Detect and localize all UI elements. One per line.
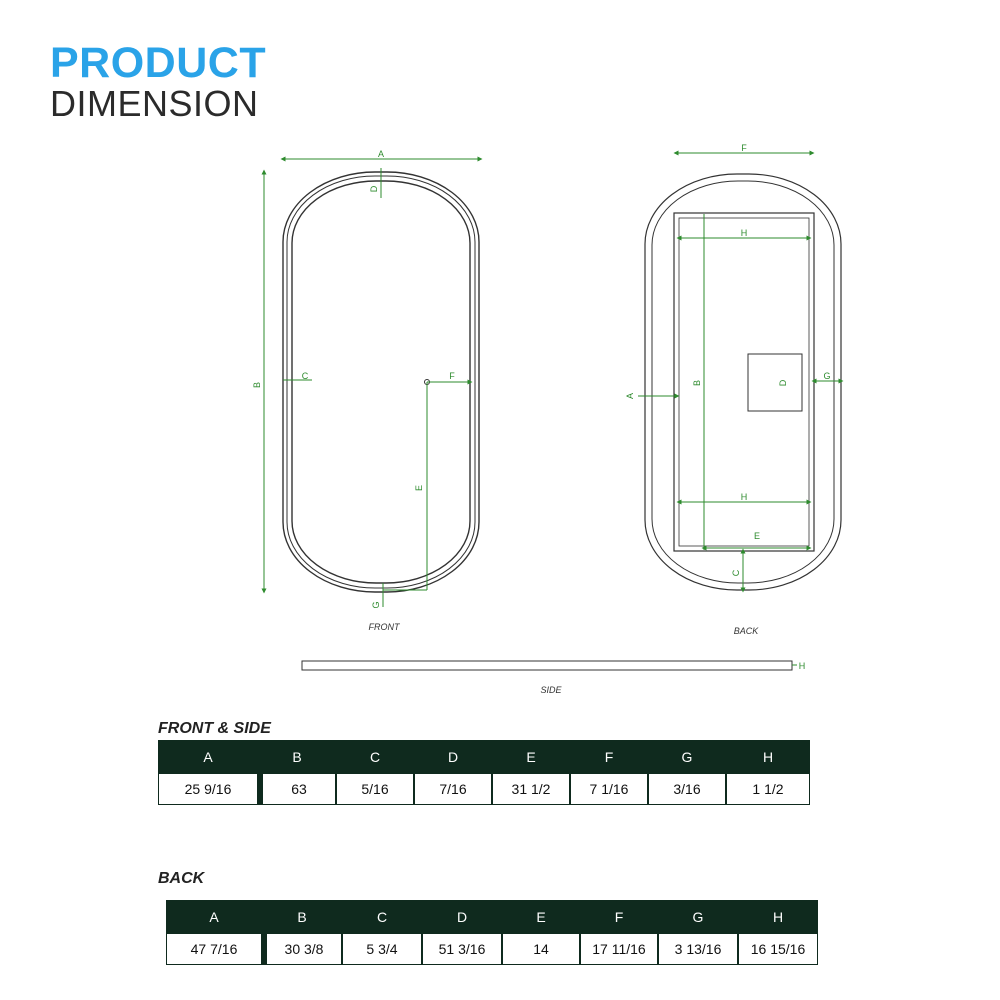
back-header-cell: H (738, 900, 818, 934)
front-side-value-cell: 63 (258, 774, 336, 805)
front-side-header-cell: B (258, 740, 336, 774)
side-profile (302, 661, 792, 670)
back-label-h-top: H (740, 228, 748, 238)
front-side-header-row (158, 740, 810, 774)
back-label-c: C (731, 569, 741, 577)
back-label-a: A (625, 392, 635, 400)
back-value-cell: 16 15/16 (738, 934, 818, 965)
front-label-g: G (371, 601, 381, 609)
front-side-header-cell: H (726, 740, 810, 774)
back-header-cell: E (502, 900, 580, 934)
back-header-cell: D (422, 900, 502, 934)
front-side-value-cell: 7/16 (414, 774, 492, 805)
front-label-d: D (369, 185, 379, 193)
front-side-header-cell: D (414, 740, 492, 774)
front-label-e: E (414, 484, 424, 492)
back-header-cell: F (580, 900, 658, 934)
front-side-value-cell: 3/16 (648, 774, 726, 805)
back-label-b: B (692, 379, 702, 387)
back-value-cell: 51 3/16 (422, 934, 502, 965)
back-value-cell: 3 13/16 (658, 934, 738, 965)
front-label-f: F (449, 371, 455, 381)
front-side-header-cell: F (570, 740, 648, 774)
front-side-table-title: FRONT & SIDE (158, 720, 271, 737)
back-value-row (166, 934, 818, 965)
side-view (302, 661, 805, 695)
back-junction-box (748, 354, 802, 411)
back-header-cell: C (342, 900, 422, 934)
back-label-e: E (753, 531, 761, 541)
back-value-cell: 14 (502, 934, 580, 965)
back-header-row (166, 900, 818, 934)
front-side-table (158, 740, 810, 805)
back-header-cell: G (658, 900, 738, 934)
front-side-header-cell: A (158, 740, 258, 774)
front-label-b: B (252, 381, 262, 389)
front-side-header-cell: C (336, 740, 414, 774)
front-label-a: A (377, 149, 385, 159)
front-side-value-row (158, 774, 810, 805)
back-header-cell: B (262, 900, 342, 934)
front-side-value-cell: 25 9/16 (158, 774, 258, 805)
title-product: PRODUCT (50, 39, 267, 87)
back-table-title: BACK (158, 870, 205, 887)
back-value-cell: 5 3/4 (342, 934, 422, 965)
title-dimension: DIMENSION (50, 83, 259, 124)
side-label-h: H (798, 661, 806, 671)
front-side-value-cell: 31 1/2 (492, 774, 570, 805)
front-caption: FRONT (368, 622, 400, 632)
back-view (625, 143, 841, 636)
front-view (252, 149, 480, 632)
back-table (166, 900, 818, 965)
front-side-value-cell: 5/16 (336, 774, 414, 805)
back-caption: BACK (733, 626, 759, 636)
front-side-value-cell: 7 1/16 (570, 774, 648, 805)
front-side-header-cell: G (648, 740, 726, 774)
back-value-cell: 17 11/16 (580, 934, 658, 965)
front-label-c: C (301, 371, 309, 381)
back-label-h-bottom: H (740, 492, 748, 502)
back-label-d: D (778, 379, 788, 387)
back-label-f: F (741, 143, 747, 153)
back-header-cell: A (166, 900, 262, 934)
back-value-cell: 30 3/8 (262, 934, 342, 965)
front-side-header-cell: E (492, 740, 570, 774)
back-value-cell: 47 7/16 (166, 934, 262, 965)
front-side-value-cell: 1 1/2 (726, 774, 810, 805)
side-caption: SIDE (540, 685, 562, 695)
back-label-g: G (823, 371, 831, 381)
